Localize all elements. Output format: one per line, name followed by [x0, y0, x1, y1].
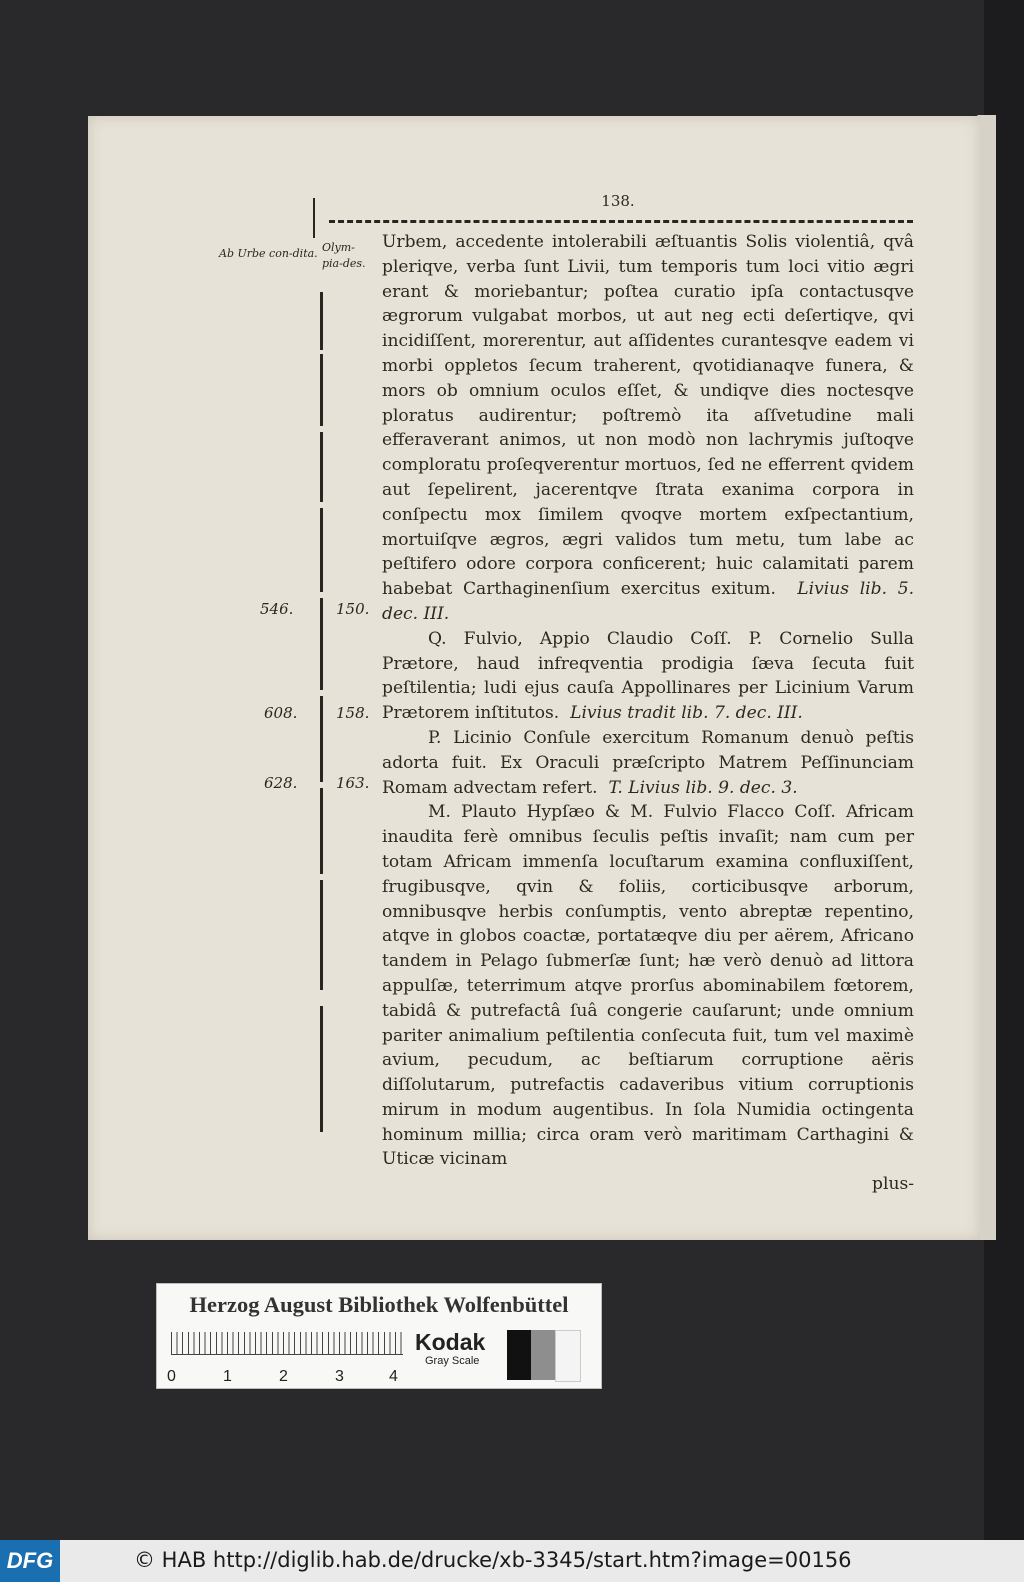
paragraph	[382, 627, 914, 726]
ruler-ticks	[171, 1332, 403, 1355]
gray-scale-label: Gray Scale	[425, 1355, 480, 1367]
margin-rule	[320, 508, 323, 592]
gray-swatch	[531, 1330, 555, 1380]
ruler-number: 3	[335, 1368, 344, 1385]
paragraph-text: Urbem, accedente intolerabili æſtuantis Solis violentiâ, qvâ pleriqve, verba ſunt Livii, tum temporis tum loci vitio ægri erant & moriebantur; poſtea curatio ipſa contactusqve ægrorum vulgabat morbos, ut aut neg ecti deſertiqve, qvi incidiſſent, morerentur, aut aſſidentes curantesqve eadem vi morbi oppletos ſecum traherent, qvotidianaqve funera, & mors ob omnium oculos eſſet, & undiqve dies noctesqve ploratus audirentur; poſtremò ita aſſvetudine mali efferaverant animos, ut non modò non lachrymis juſtoqve comploratu proſeqverentur mortuos, ſed ne efferrent qvidem aut ſepelirent, jacerentqve ſtrata exanima corpora in conſpectu mox ſimilem qvoqve mortem exſpectantium, mortuiſqve ægros, ægri validos tum metu, tum labe ac peſtifero odore corpora conficerent; huic calamitati parem habebat Carthaginenſium exercitus exitum.	[382, 232, 914, 600]
body-text	[382, 230, 914, 1197]
margin-rule	[320, 598, 323, 690]
dfg-logo: DFG	[0, 1540, 60, 1582]
margin-rule	[320, 432, 323, 502]
margin-rule	[320, 788, 323, 874]
margin-rule	[320, 354, 323, 426]
margin-rule-top	[313, 198, 315, 238]
year-city: 628.	[264, 774, 298, 792]
margin-rule	[320, 1006, 323, 1132]
margin-head-city: Ab Urbe con-dita.	[219, 247, 318, 260]
year-city: 608.	[264, 704, 298, 722]
citation: Livius tradit lib. 7. dec. III.	[570, 703, 803, 724]
copyright-url[interactable]: © HAB http://diglib.hab.de/drucke/xb-3345/start.htm?image=00156	[134, 1548, 852, 1572]
page-number: 138.	[601, 192, 635, 210]
paragraph-text: M. Plauto Hypſæo & M. Fulvio Flacco Coſſ. Africam inaudita ferè omnibus ſeculis peſtis invaſit; nam cum per totam Africam immenſa locuſtarum examina confluxiſſent, frugibusqve, qvin & foliis, corticibusqve arborum, omnibusqve herbis conſumptis, vento abreptæ repentino, atqve in globos coactæ, portatæqve diu per aërem, Africano tandem in Pelago ſubmerſæ ſunt; hæ verò denuò ad littora appulſæ, teterrimum atqve prorſus abominabilem fœtorem, tabidâ & putrefactâ ſuâ congerie cauſarunt; unde omnium pariter animalium peſtilentia conſecuta fuit, tum vel maximè avium, pecudum, ac beſtiarum corruptione aëris diſſolutarum, putrefactis cadaveribus vitium corruptionis mirum in modum augentibus. In ſola Numidia octingenta hominum millia; circa oram verò maritimam Carthagini & Uticæ vicinam	[382, 802, 914, 1170]
year-olympiad: 150.	[336, 600, 370, 618]
margin-rule	[320, 696, 323, 782]
paragraph	[382, 726, 914, 800]
white-swatch	[555, 1330, 581, 1382]
paragraph-text: P. Licinio Conſule exercitum Romanum denuò peſtis adorta fuit. Ex Oraculi præſcripto Matrem Peſſinunciam Romam advectam refert.	[382, 727, 914, 798]
margin-rule	[320, 292, 323, 350]
year-city: 546.	[260, 600, 294, 618]
year-olympiad: 158.	[336, 704, 370, 722]
margin-head-olympiad: Olym-pia-des.	[322, 241, 366, 270]
citation: Livius lib. 5. dec. III.	[382, 579, 915, 624]
paragraph-text: Q. Fulvio, Appio Claudio Coſſ. P. Cornelio Sulla Prætore, haud infreqventia prodigia ſæva ſecuta fuit peſtilentia; ludi ejus cauſa Appollinares per Licinium Varum Prætorem inſtitutos.	[382, 628, 914, 724]
catchword: plus-	[872, 1174, 914, 1195]
color-calibration-card	[156, 1283, 602, 1389]
library-name: Herzog August Bibliothek Wolfenbüttel	[189, 1292, 569, 1317]
paragraph	[382, 800, 914, 1172]
ruler-number: 1	[223, 1368, 232, 1385]
header-rule	[329, 220, 913, 223]
footer-bar	[0, 1540, 1024, 1582]
black-swatch	[507, 1330, 531, 1380]
book-page	[88, 116, 980, 1240]
scale-ruler	[171, 1332, 403, 1354]
paragraph	[382, 230, 914, 627]
year-olympiad: 163.	[336, 774, 370, 792]
ruler-number: 4	[389, 1368, 398, 1385]
ruler-number: 2	[279, 1368, 288, 1385]
citation: T. Livius lib. 9. dec. 3.	[608, 777, 798, 798]
ruler-number: 0	[167, 1368, 176, 1385]
kodak-logo: Kodak	[415, 1329, 486, 1355]
margin-rule	[320, 880, 323, 990]
